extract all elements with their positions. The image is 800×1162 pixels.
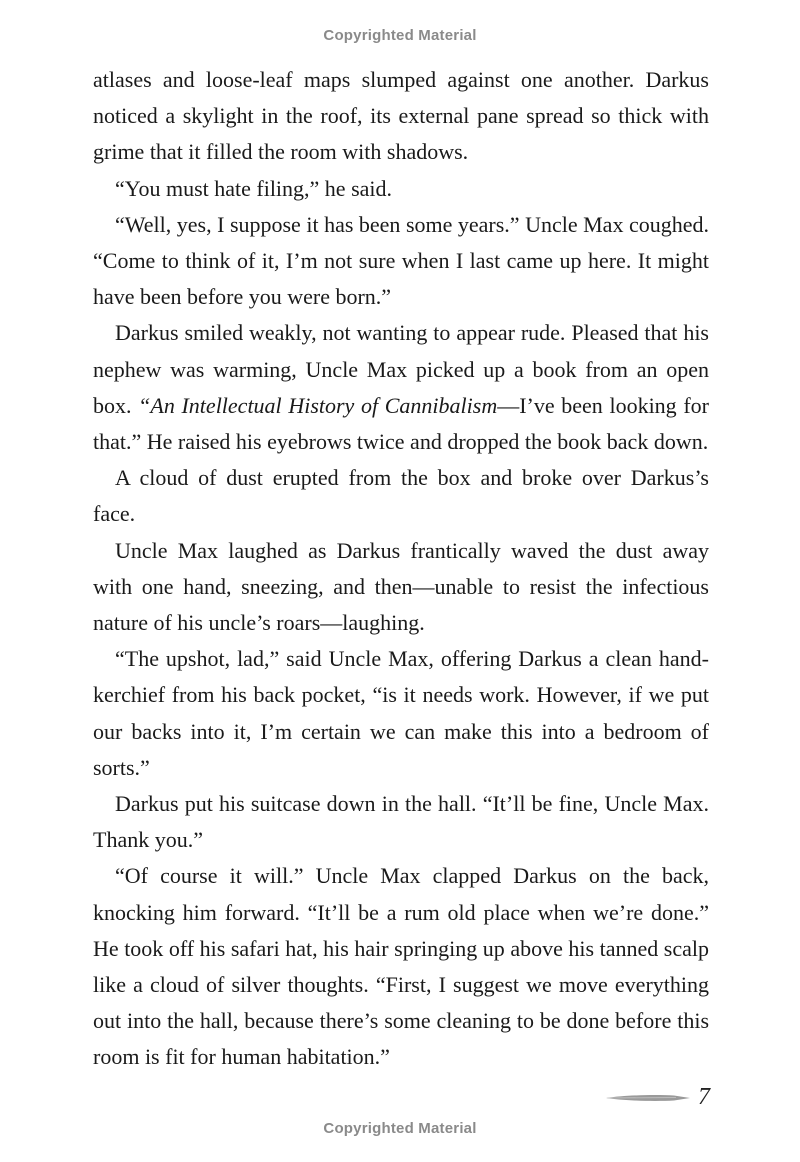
paragraph-4-tail: —I’ve been looking for that.” He raised his eyebrows twice and dropped the book back down. — [93, 392, 709, 455]
paragraph-4 — [93, 315, 709, 460]
paragraph-5: A cloud of dust erupted from the box and broke over Darkus’s face. — [93, 465, 709, 527]
paragraph-4-lead: Darkus smiled weakly, not wanting to appear rude. Pleased that his nephew was warming, Uncle Max picked up a book from an open box. — [93, 320, 709, 418]
copyright-watermark-top: Copyrighted Material — [323, 27, 477, 44]
page-number: 7 — [698, 1084, 710, 1110]
pen-nib-icon — [606, 1091, 690, 1105]
paragraph-1: atlases and loose-leaf maps slumped against one another. Darkus noticed a skylight in the roof, its external pane spread so thick with grime that it filled the room with shadows. — [93, 67, 709, 165]
copyright-watermark-bottom: Copyrighted Material — [323, 1120, 477, 1137]
book-title: “An Intellectual History of Cannibalism — [138, 392, 498, 418]
body-text — [93, 62, 709, 1076]
paragraph-6: Uncle Max laughed as Darkus frantically waved the dust away with one hand, sneezing, and then—unable to resist the infectious nature of his uncle’s roars—laughing. — [93, 537, 709, 636]
paragraph-3: “Well, yes, I suppose it has been some years.” Uncle Max coughed. “Come to think of it, I’m not sure when I last came up here. It might have been before you were born.” — [93, 211, 709, 310]
paragraph-2: “You must hate filing,” he said. — [115, 175, 393, 201]
paragraph-9: “Of course it will.” Uncle Max clapped Darkus on the back, knocking him forward. “It’ll be a rum old place when we’re done.” He took off his safari hat, his hair springing up above his tanned scalp like a cloud of silver thoughts. “First, I suggest we move everything out into the hall, because there’s some cleaning to be done before this room is fit for human habitation.” — [93, 863, 709, 1070]
page-footer — [606, 1084, 710, 1111]
paragraph-8: Darkus put his suitcase down in the hall. “It’ll be fine, Uncle Max. Thank you.” — [93, 791, 709, 853]
paragraph-7: “The upshot, lad,” said Uncle Max, offering Darkus a clean handkerchief from his back pocket, “is it needs work. However, if we put our backs into it, I’m certain we can make this into a bedroom of sorts.” — [93, 646, 709, 780]
